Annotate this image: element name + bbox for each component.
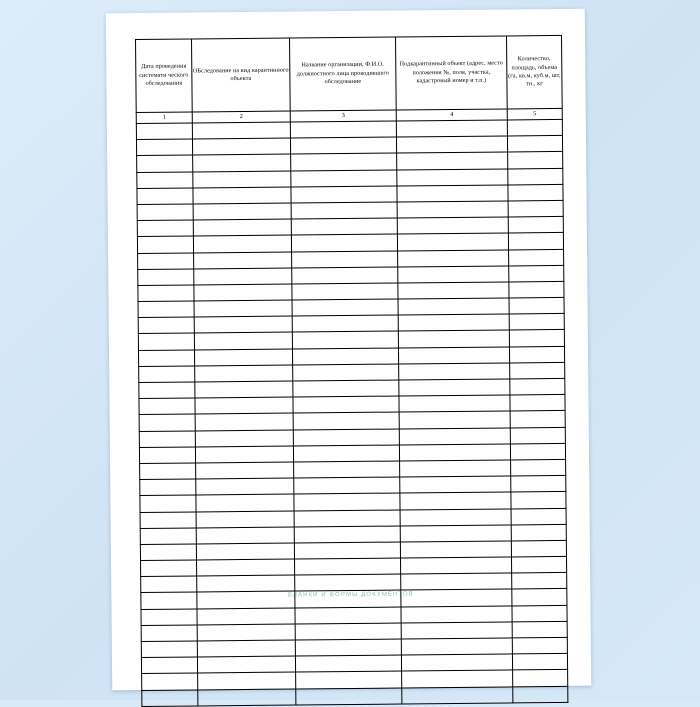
table-cell[interactable] (140, 528, 196, 545)
table-cell[interactable] (509, 346, 564, 363)
column-header-organization: Название организации, Ф.И.О. должностного лица проводившего обследование (290, 37, 397, 111)
column-number-3: 3 (290, 110, 396, 122)
table-cell[interactable] (512, 573, 567, 590)
table-cell[interactable] (401, 622, 512, 639)
table-cell[interactable] (193, 187, 291, 204)
table-cell[interactable] (193, 171, 291, 188)
table-cell[interactable] (401, 606, 512, 623)
column-header-survey-type: ОБследование на вид карантинного объекта (192, 38, 291, 112)
table-cell[interactable] (139, 382, 195, 399)
table-cell[interactable] (510, 427, 565, 444)
table-cell[interactable] (513, 670, 568, 687)
table-cell[interactable] (138, 285, 194, 302)
table-cell[interactable] (195, 430, 293, 447)
table-cell[interactable] (295, 590, 401, 607)
table-cell[interactable] (137, 155, 193, 172)
table-cell[interactable] (507, 119, 562, 136)
table-cell[interactable] (400, 460, 511, 477)
table-cell[interactable] (195, 365, 293, 382)
table-cell[interactable] (140, 544, 196, 561)
table-cell[interactable] (194, 316, 292, 333)
table-cell[interactable] (194, 349, 292, 366)
table-cell[interactable] (140, 511, 196, 528)
table-cell[interactable] (141, 641, 197, 658)
table-cell[interactable] (138, 252, 194, 269)
table-cell[interactable] (197, 640, 295, 657)
table-cell[interactable] (508, 152, 563, 169)
table-cell[interactable] (195, 397, 293, 414)
table-cell[interactable] (292, 348, 398, 365)
table-header-row (136, 35, 563, 112)
table-cell[interactable] (192, 138, 290, 155)
table-cell[interactable] (510, 378, 565, 395)
table-cell[interactable] (509, 297, 564, 314)
table-cell[interactable] (396, 120, 507, 137)
table-cell[interactable] (293, 396, 399, 413)
table-cell[interactable] (396, 136, 507, 153)
table-cell[interactable] (293, 364, 399, 381)
table-cell[interactable] (291, 153, 397, 170)
table-cell[interactable] (139, 447, 195, 464)
table-cell[interactable] (398, 298, 509, 315)
table-cell[interactable] (397, 233, 508, 250)
table-cell[interactable] (398, 314, 509, 331)
table-cell[interactable] (510, 362, 565, 379)
table-cell[interactable] (402, 670, 513, 687)
table-cell[interactable] (511, 524, 566, 541)
table-cell[interactable] (195, 413, 293, 430)
table-cell[interactable] (198, 689, 296, 706)
column-number-5: 5 (507, 108, 562, 120)
table-cell[interactable] (292, 299, 398, 316)
table-cell[interactable] (397, 201, 508, 218)
table-cell[interactable] (292, 251, 398, 268)
table-cell[interactable] (196, 494, 294, 511)
table-cell[interactable] (399, 395, 510, 412)
table-cell[interactable] (194, 284, 292, 301)
table-head (136, 35, 563, 123)
table-cell[interactable] (295, 639, 401, 656)
table-cell[interactable] (139, 414, 195, 431)
table-cell[interactable] (291, 186, 397, 203)
table-cell[interactable] (399, 379, 510, 396)
table-cell[interactable] (401, 589, 512, 606)
table-cell[interactable] (511, 556, 566, 573)
table-cell[interactable] (140, 463, 196, 480)
table-cell[interactable] (194, 252, 292, 269)
table-cell[interactable] (294, 526, 400, 543)
table-cell[interactable] (140, 495, 196, 512)
table-cell[interactable] (510, 443, 565, 460)
table-cell[interactable] (291, 234, 397, 251)
table-cell[interactable] (293, 380, 399, 397)
table-cell[interactable] (138, 269, 194, 286)
table-cell[interactable] (292, 315, 398, 332)
table-cell[interactable] (198, 672, 296, 689)
table-cell[interactable] (512, 605, 567, 622)
table-cell[interactable] (140, 479, 196, 496)
table-cell[interactable] (294, 510, 400, 527)
table-cell[interactable] (401, 573, 512, 590)
table-cell[interactable] (509, 330, 564, 347)
table-cell[interactable] (513, 686, 568, 703)
table-cell[interactable] (292, 267, 398, 284)
table-cell[interactable] (511, 508, 566, 525)
table-cell[interactable] (194, 332, 292, 349)
table-cell[interactable] (294, 461, 400, 478)
table-cell[interactable] (194, 268, 292, 285)
table-cell[interactable] (509, 265, 564, 282)
table-body (136, 119, 568, 706)
table-cell[interactable] (399, 444, 510, 461)
table-cell[interactable] (196, 543, 294, 560)
table-cell[interactable] (399, 428, 510, 445)
table-cell[interactable] (193, 219, 291, 236)
table-cell[interactable] (400, 525, 511, 542)
table-cell[interactable] (512, 589, 567, 606)
table-cell[interactable] (197, 575, 295, 592)
table-cell[interactable] (509, 249, 564, 266)
table-cell[interactable] (397, 152, 508, 169)
table-cell[interactable] (508, 184, 563, 201)
table-cell[interactable] (398, 282, 509, 299)
table-cell[interactable] (508, 200, 563, 217)
table-cell[interactable] (139, 366, 195, 383)
column-header-quantity: Количество, площадь, объема (га, кв.м, куб.м, шт, тн., кг (506, 35, 562, 109)
table-cell[interactable] (295, 558, 401, 575)
table-cell[interactable] (401, 654, 512, 671)
table-cell[interactable] (137, 236, 193, 253)
table-cell[interactable] (402, 687, 513, 704)
table-cell[interactable] (294, 477, 400, 494)
table-cell[interactable] (510, 411, 565, 428)
table-cell[interactable] (401, 638, 512, 655)
table-cell[interactable] (196, 527, 294, 544)
table-cell[interactable] (290, 121, 396, 138)
table-cell[interactable] (293, 429, 399, 446)
table-cell[interactable] (397, 217, 508, 234)
table-row[interactable] (142, 686, 568, 706)
table-cell[interactable] (137, 204, 193, 221)
table-cell[interactable] (398, 330, 509, 347)
table-cell[interactable] (510, 395, 565, 412)
table-cell[interactable] (511, 540, 566, 557)
table-cell[interactable] (139, 431, 195, 448)
column-number-1: 1 (136, 112, 192, 124)
table-cell[interactable] (138, 317, 194, 334)
column-number-2: 2 (192, 111, 290, 123)
table-cell[interactable] (511, 459, 566, 476)
table-cell[interactable] (400, 508, 511, 525)
table-cell[interactable] (138, 301, 194, 318)
table-cell[interactable] (141, 625, 197, 642)
table-cell[interactable] (193, 203, 291, 220)
table-cell[interactable] (197, 591, 295, 608)
table-cell[interactable] (193, 154, 291, 171)
table-cell[interactable] (196, 511, 294, 528)
table-cell[interactable] (141, 657, 197, 674)
table-cell[interactable] (197, 608, 295, 625)
table-cell[interactable] (139, 398, 195, 415)
table-cell[interactable] (192, 122, 290, 139)
table-cell[interactable] (400, 492, 511, 509)
document-page (106, 9, 591, 691)
table-cell[interactable] (195, 381, 293, 398)
table-cell[interactable] (509, 281, 564, 298)
column-header-object: Подкарантинный объект (адрес, место положения №, поля, участка, кадастровый номер и т.п.) (396, 36, 508, 110)
table-cell[interactable] (138, 350, 194, 367)
table-cell[interactable] (137, 220, 193, 237)
table-cell[interactable] (142, 690, 198, 707)
table-cell[interactable] (291, 202, 397, 219)
table-cell[interactable] (398, 249, 509, 266)
table-cell[interactable] (296, 671, 402, 688)
column-number-4: 4 (396, 109, 507, 121)
table-cell[interactable] (138, 333, 194, 350)
table-cell[interactable] (508, 168, 563, 185)
table-cell[interactable] (295, 607, 401, 624)
table-cell[interactable] (400, 476, 511, 493)
table-cell[interactable] (507, 136, 562, 153)
registry-table (135, 35, 568, 707)
table-cell[interactable] (512, 637, 567, 654)
table-cell[interactable] (291, 170, 397, 187)
table-cell[interactable] (295, 655, 401, 672)
table-cell[interactable] (295, 574, 401, 591)
table-cell[interactable] (196, 462, 294, 479)
table-cell[interactable] (508, 217, 563, 234)
table-cell[interactable] (398, 266, 509, 283)
table-cell[interactable] (293, 412, 399, 429)
table-cell[interactable] (509, 314, 564, 331)
table-cell[interactable] (141, 592, 197, 609)
table-cell[interactable] (137, 188, 193, 205)
table-cell[interactable] (194, 300, 292, 317)
table-cell[interactable] (296, 688, 402, 705)
table-cell[interactable] (401, 557, 512, 574)
table-cell[interactable] (142, 673, 198, 690)
table-cell[interactable] (292, 283, 398, 300)
table-cell[interactable] (508, 233, 563, 250)
table-cell[interactable] (197, 624, 295, 641)
table-cell[interactable] (291, 218, 397, 235)
table-cell[interactable] (398, 347, 509, 364)
table-cell[interactable] (397, 169, 508, 186)
table-cell[interactable] (399, 363, 510, 380)
table-cell[interactable] (400, 541, 511, 558)
table-cell[interactable] (290, 137, 396, 154)
watermark-text: БЛАНКИ И ФОРМЫ ДОКУМЕНТОВ (287, 591, 414, 599)
column-header-date: Дата проведения системати ческого обследования (136, 39, 193, 113)
table-cell[interactable] (511, 476, 566, 493)
table-cell[interactable] (195, 446, 293, 463)
table-cell[interactable] (294, 493, 400, 510)
table-cell[interactable] (197, 559, 295, 576)
table-cell[interactable] (397, 185, 508, 202)
table-cell[interactable] (399, 411, 510, 428)
table-cell[interactable] (293, 445, 399, 462)
table-cell[interactable] (137, 172, 193, 189)
form-sheet (135, 35, 562, 664)
table-cell[interactable] (512, 621, 567, 638)
table-cell[interactable] (294, 542, 400, 559)
table-cell[interactable] (511, 492, 566, 509)
table-cell[interactable] (196, 478, 294, 495)
table-cell[interactable] (512, 654, 567, 671)
table-cell[interactable] (136, 123, 192, 140)
table-cell[interactable] (197, 656, 295, 673)
table-cell[interactable] (141, 576, 197, 593)
table-cell[interactable] (136, 139, 192, 156)
table-cell[interactable] (295, 623, 401, 640)
table-cell[interactable] (141, 560, 197, 577)
table-cell[interactable] (193, 235, 291, 252)
table-cell[interactable] (141, 609, 197, 626)
table-cell[interactable] (292, 331, 398, 348)
